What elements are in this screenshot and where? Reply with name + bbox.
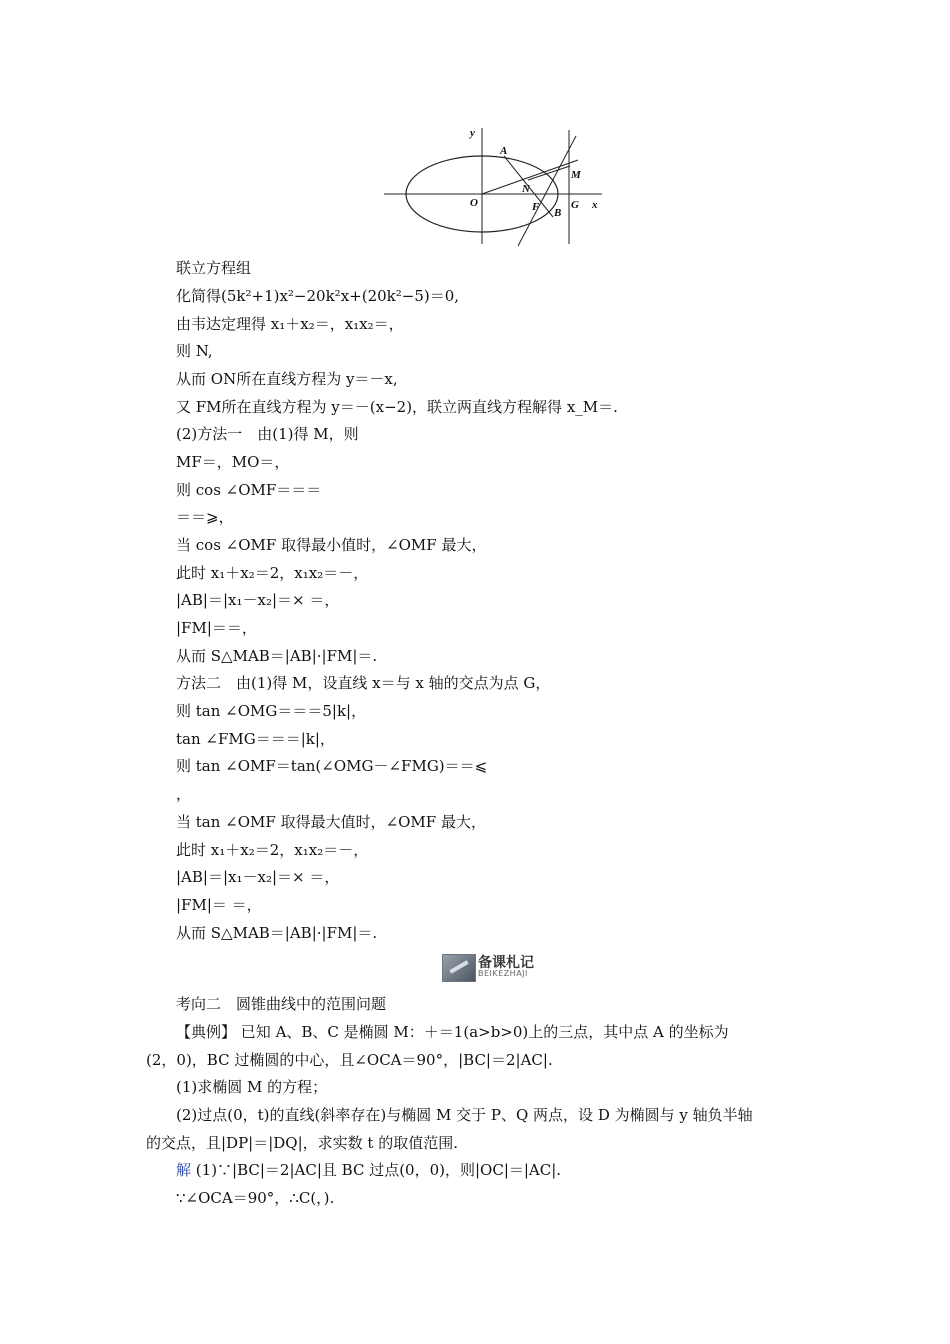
text-line: 则 cos ∠OMF＝＝＝ (176, 481, 322, 499)
label-b: B (554, 207, 562, 219)
solution-line-2: ∵∠OCA＝90°，∴C(，). (176, 1189, 335, 1207)
banner-title: 备课札记 (478, 955, 534, 971)
label-n: N (522, 183, 530, 195)
text-line: 从而 ON所在直线方程为 y＝－x, (176, 370, 398, 388)
text-line: ＝＝⩾， (176, 508, 234, 526)
text-line: tan ∠FMG＝＝＝|k|， (176, 730, 335, 748)
text-line: |FM|＝＝， (176, 619, 257, 637)
banner-subtitle: BEIKEZHAJI (478, 969, 528, 978)
section-title: 考向二 圆锥曲线中的范围问题 (176, 995, 387, 1013)
question-1: (1)求椭圆 M 的方程； (176, 1078, 328, 1096)
text-line: 又 FM所在直线方程为 y＝－(x−2)，联立两直线方程解得 x_M＝. (176, 398, 618, 416)
example-tag: 【典例】 (176, 1023, 237, 1041)
text-line: ， (176, 785, 192, 803)
ellipse-figure (378, 122, 608, 250)
text-line: 则 tan ∠OMF＝tan(∠OMG－∠FMG)＝＝⩽ (176, 757, 488, 775)
solution-line-1 (176, 1160, 561, 1180)
text-line: 由韦达定理得 x₁＋x₂＝，x₁x₂＝， (176, 315, 404, 333)
lesson-notes-banner (442, 952, 538, 982)
example-line-2: (2，0)，BC 过椭圆的中心，且∠OCA＝90°，|BC|＝2|AC|. (146, 1051, 553, 1069)
solution-tag: 解 (176, 1161, 192, 1179)
text-line: 则 tan ∠OMG＝＝＝5|k|， (176, 702, 367, 720)
line-nm (528, 166, 570, 180)
text-line: |AB|＝|x₁－x₂|＝× ＝， (176, 591, 340, 609)
text-line: |AB|＝|x₁－x₂|＝× ＝， (176, 868, 340, 886)
label-m: M (571, 169, 581, 181)
label-x: x (592, 199, 598, 211)
question-2-line-2: 的交点，且|DP|＝|DQ|，求实数 t 的取值范围. (146, 1134, 458, 1152)
text-line: 从而 S△MAB＝|AB|·|FM|＝. (176, 924, 378, 942)
text-line: 联立方程组 (176, 259, 252, 277)
ellipse-diagram (378, 122, 608, 250)
text-line: (2)方法一 由(1)得 M，则 (176, 425, 359, 443)
text-line: 则 N, (176, 342, 213, 360)
text-line: 当 cos ∠OMF 取得最小值时，∠OMF 最大， (176, 536, 487, 554)
label-g: G (571, 199, 579, 211)
label-a: A (500, 145, 508, 157)
text-line: 此时 x₁＋x₂＝2，x₁x₂＝－， (176, 841, 369, 859)
example-text: 已知 A、B、C 是椭圆 M：＋＝1(a>b>0)上的三点，其中点 A 的坐标为 (240, 1023, 729, 1041)
text-line: |FM|＝ ＝， (176, 896, 262, 914)
text-line: 从而 S△MAB＝|AB|·|FM|＝. (176, 647, 378, 665)
text-line: 当 tan ∠OMF 取得最大值时，∠OMF 最大， (176, 813, 486, 831)
label-y: y (470, 127, 475, 139)
text-line: 化简得(5k²+1)x²−20k²x+(20k²−5)＝0, (176, 287, 460, 305)
text-line: 此时 x₁＋x₂＝2，x₁x₂＝－， (176, 564, 369, 582)
notes-logo-icon (442, 954, 476, 982)
text-line: MF＝，MO＝， (176, 453, 290, 471)
solution-text: (1)∵|BC|＝2|AC|且 BC 过点(0，0)，则|OC|＝|AC|. (195, 1161, 562, 1179)
example-line-1 (176, 1022, 729, 1042)
question-2-line-1: (2)过点(0，t)的直线(斜率存在)与椭圆 M 交于 P、Q 两点，设 D 为椭圆与 y 轴负半轴 (176, 1106, 753, 1124)
text-line: 方法二 由(1)得 M，设直线 x＝与 x 轴的交点为点 G， (176, 674, 551, 692)
label-o: O (470, 197, 478, 209)
label-f: F (532, 201, 540, 213)
